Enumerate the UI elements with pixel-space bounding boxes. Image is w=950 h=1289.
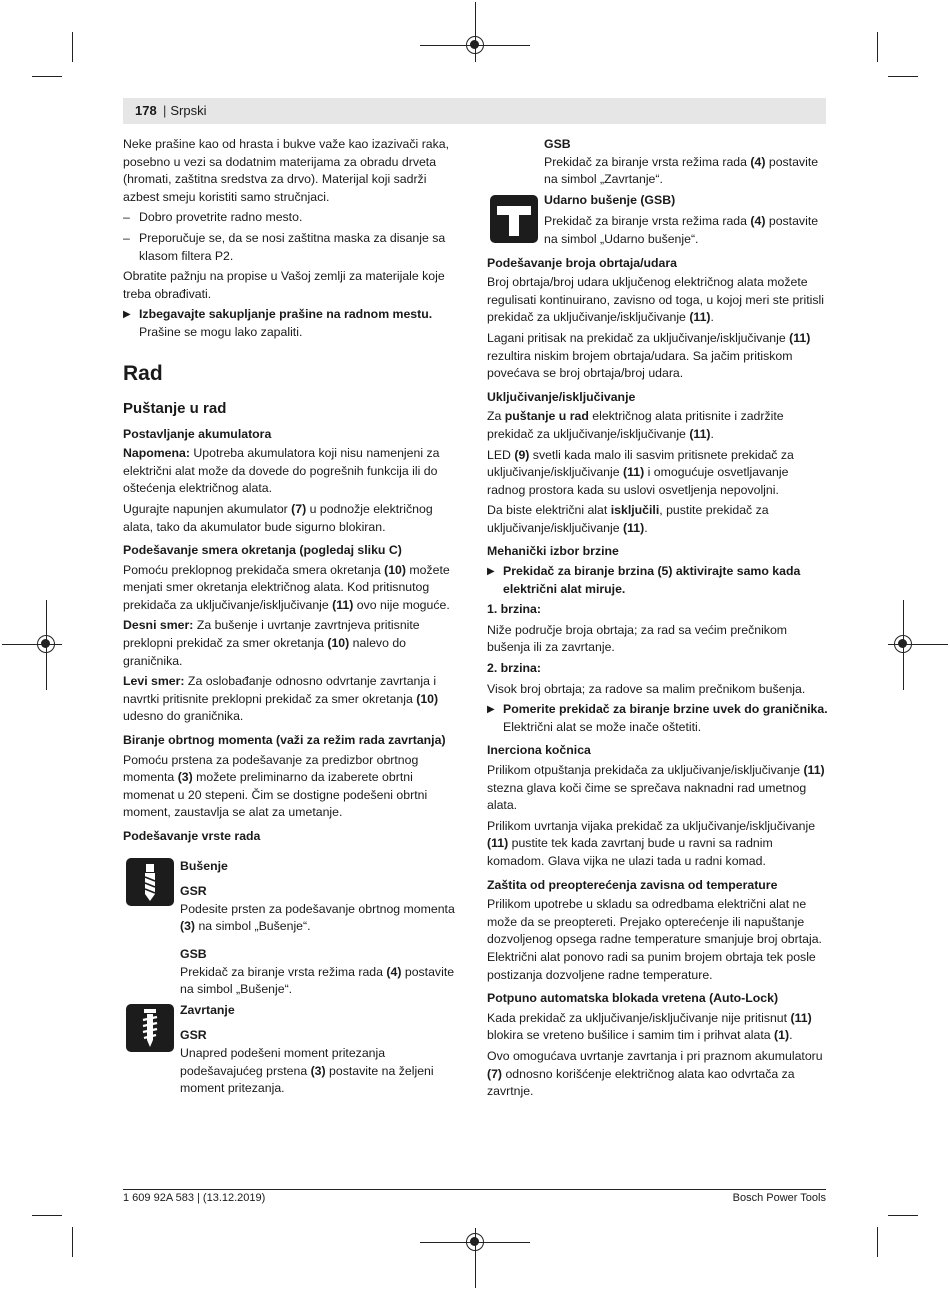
model-label: GSR <box>180 1028 207 1043</box>
triangle-bullet-icon: ▶ <box>487 566 495 578</box>
uk-paragraph-2: LED (9) svetli kada malo ili sasvim pritisnete prekidač za uključivanje/isključivanje (11) i omogućuje osvetljavanje radnog prostora kada su uslovi osvetljenja nepovoljni. <box>487 447 794 497</box>
zastita-paragraph: Prilikom upotrebe u skladu sa odredbama električni alat ne može da se preoptereti. Prejako opterećenje ili napuštanje dozvoljenog opsega radne temperature smanjuje broj obrtaja. Električni alat ponovo radi sa punim brojem obrtaja tek posle postizanja dozvoljene radne temperature. <box>487 897 822 982</box>
mode-udarno-busenje <box>487 192 829 249</box>
dust-intro-paragraph: Neke prašine kao od hrasta i bukve važe kao izazivači raka, posebno u vezi sa dodatnim materijama za obradu drveta (hromati, zaštitna sredstva za drvo). Materijal koji sadrži azbest smeju koristiti samo stručnjaci. <box>123 137 450 204</box>
busenje-gsb-text: Prekidač za biranje vrsta režima rada (4) postavite na simbol „Bušenje“. <box>180 964 455 997</box>
heading-smer: Podešavanje smera okretanja (pogledaj sliku C) <box>123 543 402 558</box>
udarno-text: Prekidač za biranje vrsta režima rada (4) postavite na simbol „Udarno bušenje“. <box>544 214 819 246</box>
triangle-bullet-icon: ▶ <box>123 309 131 321</box>
left-column <box>123 136 463 1101</box>
kocnica-paragraph-2: Prilikom uvrtanja vijaka prekidač za uključivanje/isključivanje (11) pustite tek kada zavrtanj bude u ravni sa radnim komadom. Glava vijka ne ulazi tada u radni komad. <box>487 818 816 868</box>
heading-broj-obrtaja: Podešavanje broja obrtaja/udara <box>487 255 677 270</box>
crop-mark <box>888 1215 918 1216</box>
moment-paragraph: Pomoću prstena za podešavanje za predizbor obrtnog momenta (3) možete preliminarno da izaberete obrtni momenat u 20 stepeni. Čim se dostigne podešeni obrtni moment, zaustavlja se alat za umetanje. <box>123 752 428 820</box>
footer-rule <box>123 1189 826 1190</box>
warning-item: ▶ Izbegavajte sakupljanje prašine na radnom mestu. Prašine se mogu lako zapaliti. <box>123 306 463 341</box>
heading-akumulator: Postavljanje akumulatora <box>123 426 272 441</box>
mode-title: Udarno bušenje (GSB) <box>544 192 676 207</box>
section-heading-rad: Rad <box>123 361 163 385</box>
triangle-bullet-icon: ▶ <box>487 704 495 716</box>
zavrtanje-gsb-text: Prekidač za biranje vrsta režima rada (4) postavite na simbol „Zavrtanje“. <box>544 154 819 187</box>
page-number: 178 <box>135 103 157 118</box>
heading-ukljucivanje: Uključivanje/isključivanje <box>487 389 636 404</box>
brzina-1-text: Niže područje broja obrtaja; za rad sa većim prečnikom bušenja ili za zavrtanje. <box>487 622 788 655</box>
crop-mark <box>32 1215 62 1216</box>
list-item: – Preporučuje se, da se nosi zaštitna maska za disanje sa klasom filtera P2. <box>123 230 446 263</box>
autolock-paragraph-2: Ovo omogućava uvrtanje zavrtanja i pri praznom akumulatoru (7) odnosno korišćenje električnog alata kao odvrtača za zavrtnje. <box>487 1048 823 1099</box>
crop-mark <box>72 1227 73 1257</box>
brzina-2-text: Visok broj obrtaja; za radove sa malim prečnikom bušenja. <box>487 681 806 696</box>
crop-mark <box>877 1227 878 1257</box>
registration-mark-icon <box>894 635 912 653</box>
broj-paragraph-2: Lagani pritisak na prekidač za uključivanje/isključivanje (11) rezultira niskim brojem obrtaja/udara. Sa jačim pritiskom povećava se broj obrtaja/broj udara. <box>487 330 811 381</box>
crop-mark <box>888 76 918 77</box>
crop-mark <box>877 32 878 62</box>
levi-smer-paragraph: Levi smer: Za oslobađanje odnosno odvrtanje zavrtanja i navrtki pritisnite preklopni prekidač za smer okretanja (10) udesno do graničnika. <box>123 674 439 724</box>
busenje-gsr-text: Podesite prsten za podešavanje obrtnog momenta (3) na simbol „Bušenje“. <box>180 901 455 934</box>
subsection-heading-pustanje: Puštanje u rad <box>123 399 227 417</box>
page-language: | Srpski <box>163 103 207 118</box>
ugurajte-paragraph: Ugurajte napunjen akumulator (7) u podnožje električnog alata, tako da akumulator bude sigurno blokiran. <box>123 501 433 534</box>
broj-paragraph-1: Broj obrtaja/broj udara uključenog električnog alata možete regulisati kontinuirano, zavisno od toga, u kojoj meri ste pritisli prekidač za uključivanje/isključivanje (11). <box>487 275 824 325</box>
screw-icon <box>126 1004 174 1052</box>
footer-doc-number: 1 609 92A 583 | (13.12.2019) <box>123 1192 266 1204</box>
desni-smer-paragraph: Desni smer: Za bušenje i uvrtanje zavrtnjeva pritisnite preklopni prekidač za smer okretanja (10) nalevo do graničnika. <box>123 618 420 668</box>
heading-autolock: Potpuno automatska blokada vretena (Auto-Lock) <box>487 991 779 1006</box>
right-column <box>487 136 829 1104</box>
mode-zavrtanje-continued <box>487 136 829 189</box>
heading-vrsta-rada: Podešavanje vrste rada <box>123 829 261 843</box>
mode-busenje <box>123 858 463 999</box>
warning-item: ▶ Pomerite prekidač za biranje brzine uvek do graničnika. Električni alat se može inače oštetiti. <box>487 701 829 736</box>
heading-zastita: Zaštita od preopterećenja zavisna od temperature <box>487 877 778 892</box>
mode-title: Bušenje <box>180 858 228 873</box>
registration-mark-icon <box>466 1233 484 1251</box>
registration-mark-icon <box>37 635 55 653</box>
list-item: – Dobro provetrite radno mesto. <box>123 210 303 225</box>
brzina-1-label: 1. brzina: <box>487 602 541 617</box>
drill-bit-icon <box>126 858 174 906</box>
smer-paragraph: Pomoću preklopnog prekidača smera okretanja (10) možete menjati smer okretanja električnog alata. Kod pritisnutog prekidača za uključivanje/isključivanje (11) ovo nije moguće. <box>123 562 450 612</box>
rules-paragraph: Obratite pažnju na propise u Vašoj zemlji za materijale koje treba obrađivati. <box>123 269 445 301</box>
footer-brand: Bosch Power Tools <box>732 1192 826 1204</box>
heading-kocnica: Inerciona kočnica <box>487 743 591 758</box>
mode-zavrtanje <box>123 1002 463 1098</box>
zavrtanje-gsr-text: Unapred podešeni moment pritezanja podešavajućeg prstena (3) postavite na željeni moment pritezanja. <box>180 1045 434 1096</box>
page-header-bar <box>123 98 826 124</box>
napomena-paragraph: Napomena: Upotreba akumulatora koji nisu namenjeni za električni alat može da dovede do pogrešnih funkcija ili do oštećenja električnog alata. <box>123 446 440 496</box>
heading-moment: Biranje obrtnog momenta (važi za režim rada zavrtanja) <box>123 733 446 748</box>
warning-item: ▶ Prekidač za biranje brzina (5) aktivirajte samo kada električni alat miruje. <box>487 563 829 598</box>
heading-brzina: Mehanički izbor brzine <box>487 544 619 559</box>
crop-mark <box>32 76 62 77</box>
uk-paragraph-3: Da biste električni alat isključili, pustite prekidač za uključivanje/isključivanje (11). <box>487 503 769 535</box>
brzina-2-label: 2. brzina: <box>487 661 541 676</box>
model-label: GSR <box>180 884 207 899</box>
autolock-paragraph-1: Kada prekidač za uključivanje/isključivanje nije pritisnut (11) blokira se vreteno bušilice i samim tim i prihvat alata (1). <box>487 1010 812 1043</box>
model-label: GSB <box>544 137 571 151</box>
registration-mark-icon <box>466 36 484 54</box>
mode-title: Zavrtanje <box>180 1002 235 1017</box>
crop-mark <box>72 32 73 62</box>
hammer-drill-icon <box>490 195 538 243</box>
uk-paragraph-1: Za puštanje u rad električnog alata pritisnite i zadržite prekidač za uključivanje/isključivanje (11). <box>487 409 784 441</box>
model-label: GSB <box>180 946 207 961</box>
kocnica-paragraph-1: Prilikom otpuštanja prekidača za uključivanje/isključivanje (11) stezna glava koči čime se sprečava naknadni rad umetnog alata. <box>487 763 825 813</box>
